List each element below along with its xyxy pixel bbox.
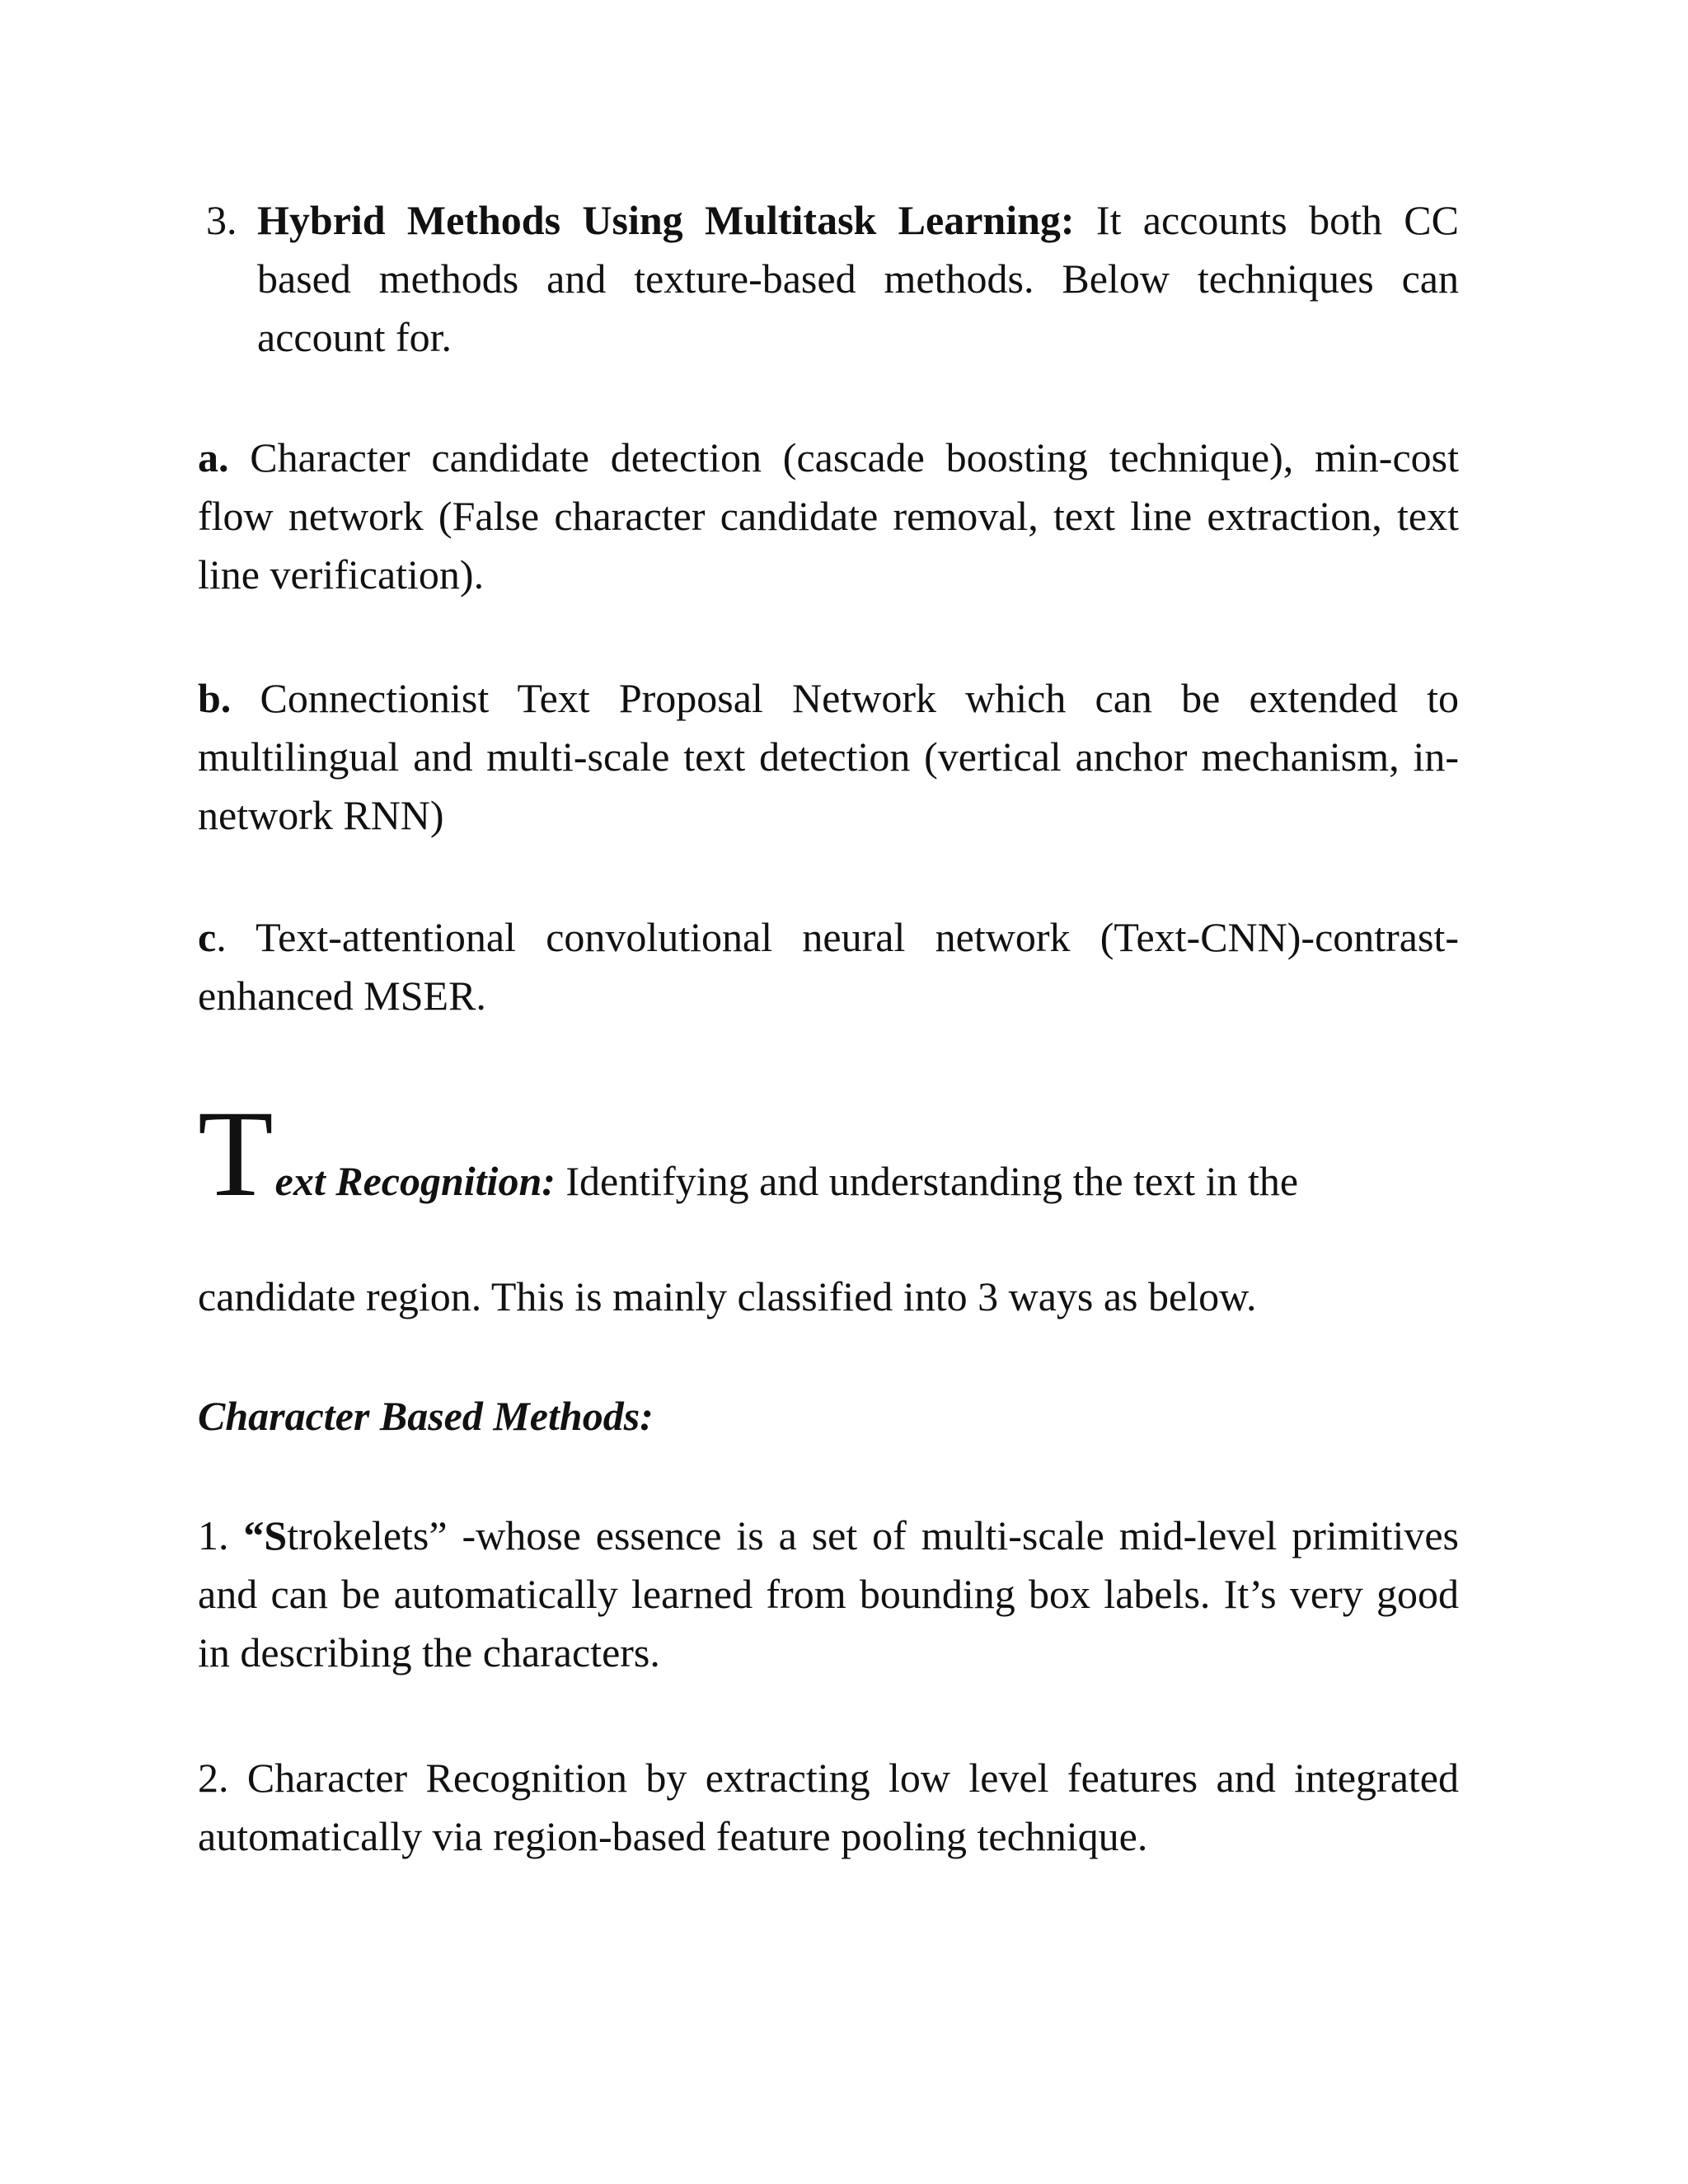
character-method-2: 2. Character Recognition by extracting low level features and integrated automatically via region-based feature pooling technique. (198, 1755, 1459, 1859)
hybrid-methods-title: Hybrid Methods Using Multitask Learning: (257, 197, 1075, 243)
method-1-text: trokelets” -whose essence is a set of multi-scale mid-level primitives and can be automatically learned from bounding box labels. It’s very good in describing the characters. (198, 1512, 1459, 1675)
list-marker-b: b. (198, 675, 232, 721)
list-item-b (198, 669, 1459, 845)
list-marker-a: a. (198, 434, 229, 480)
hybrid-methods-paragraph (206, 191, 1459, 367)
text-recognition-title: ext Recognition: (274, 1158, 556, 1204)
hybrid-methods-body (257, 191, 1459, 367)
list-text-b: Connectionist Text Proposal Network which can be extended to multilingual and multi-scale text detection (vertical anchor mechanism, in-network RNN) (198, 675, 1459, 838)
list-item-c (198, 908, 1459, 1025)
list-number: 3. (206, 197, 237, 243)
drop-cap: T (198, 1085, 274, 1222)
text-recognition-line1: Identifying and understanding the text in the (555, 1158, 1299, 1204)
list-text-a: Character candidate detection (cascade boosting technique), min-cost flow network (False character candidate removal, text line extraction, text line verification). (198, 434, 1459, 598)
hybrid-methods-text: It accounts both CC based methods and texture-based methods. Below techniques can account for. (257, 197, 1459, 360)
list-item-a (198, 429, 1459, 604)
text-recognition-line2: candidate region. This is mainly classified into 3 ways as below. (198, 1273, 1257, 1319)
list-text-c: . Text-attentional convolutional neural network (Text-CNN)-contrast-enhanced MSER. (198, 914, 1459, 1019)
method-1-prefix: 1. (198, 1512, 244, 1558)
section-heading: Character Based Methods: (198, 1393, 654, 1439)
method-1-bold: “S (243, 1512, 288, 1558)
text-recognition-heading-line (198, 1085, 1459, 1222)
character-method-1 (198, 1507, 1459, 1682)
list-marker-c: c (198, 914, 217, 960)
